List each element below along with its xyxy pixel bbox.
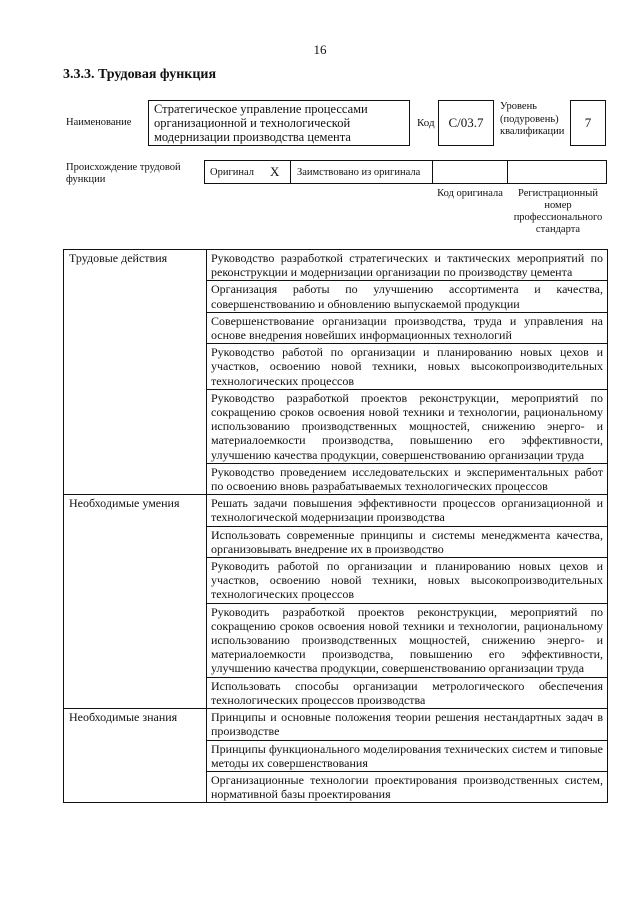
origin-divider — [290, 160, 291, 184]
section-item: Руководить работой по организации и планированию новых цехов и участков, освоению новой техники, новых высокопроизводительных технологических процессов — [207, 558, 608, 604]
section-category: Трудовые действия — [64, 250, 207, 495]
section-item: Принципы и основные положения теории решения нестандартных задач в производстве — [207, 709, 608, 740]
qualification-level-box: 7 — [570, 100, 606, 146]
section-category: Необходимые умения — [64, 495, 207, 709]
borrowed-label: Заимствовано из оригинала — [297, 167, 421, 178]
function-name-box: Стратегическое управление процессами организационной и технологической модернизации производства цемента — [148, 100, 410, 146]
section-item: Руководство работой по организации и планированию новых цехов и участков, освоению новой техники, новых высокопроизводительных технологических процессов — [207, 344, 608, 390]
section-item: Организационные технологии проектирования производственных систем, нормативной базы проектирования — [207, 771, 608, 802]
code-label: Код — [417, 117, 435, 129]
section-item: Руководство разработкой стратегических и тактических мероприятий по реконструкции и модернизации организации по производству цемента — [207, 250, 608, 281]
section-item: Руководство разработкой проектов реконструкции, мероприятий по сокращению сроков освоения новой техники и технологии, рациональному использованию производственных мощностей, снижению энерго- и материалоемкости производства, повышению его эффективности, улучшению качества продукции, совершенствованию организации труда — [207, 389, 608, 463]
page-number: 16 — [313, 42, 327, 57]
original-mark: X — [270, 164, 280, 179]
reg-number-label: Регистрационный номер профессионального стандарта — [513, 188, 603, 235]
function-code-box: C/03.7 — [438, 100, 494, 146]
origin-divider — [507, 160, 508, 184]
section-item: Использовать способы организации метрологического обеспечения технологических процессов производства — [207, 677, 608, 708]
level-label: Уровень (подуровень) квалификации — [500, 101, 565, 137]
section-item: Решать задачи повышения эффективности процессов организационной и технологической модернизации производства — [207, 495, 608, 526]
origin-label: Происхождение трудовой функции — [66, 162, 181, 185]
code-original-label: Код оригинала — [437, 188, 503, 199]
table-row — [64, 709, 608, 740]
section-title: 3.3.3. Трудовая функция — [63, 67, 217, 82]
section-item: Использовать современные принципы и системы менеджмента качества, организовывать внедрение их в производство — [207, 526, 608, 557]
table-row — [64, 495, 608, 526]
section-item: Организация работы по улучшению ассортимента и качества, совершенствованию и обновлению выпускаемой продукции — [207, 281, 608, 312]
section-item: Руководство проведением исследовательских и экспериментальных работ по освоению вновь разрабатываемых технологических процессов — [207, 463, 608, 494]
function-details-table — [63, 249, 608, 803]
section-item: Руководить разработкой проектов реконструкции, мероприятий по сокращению сроков освоения новой техники и технологии, рациональному использованию производственных мощностей, снижению энерго- и материалоемкости производства, повышению его эффективности, улучшению качества продукции, совершенствованию организации труда — [207, 603, 608, 677]
table-row — [64, 250, 608, 281]
origin-divider — [432, 160, 433, 184]
name-label: Наименование — [66, 117, 132, 128]
section-item: Совершенствование организации производства, труда и управления на основе внедрения новейших информационных технологий — [207, 312, 608, 343]
section-category: Необходимые знания — [64, 709, 207, 803]
section-item: Принципы функционального моделирования технических систем и типовые методы их совершенствования — [207, 740, 608, 771]
original-label: Оригинал — [210, 167, 254, 178]
